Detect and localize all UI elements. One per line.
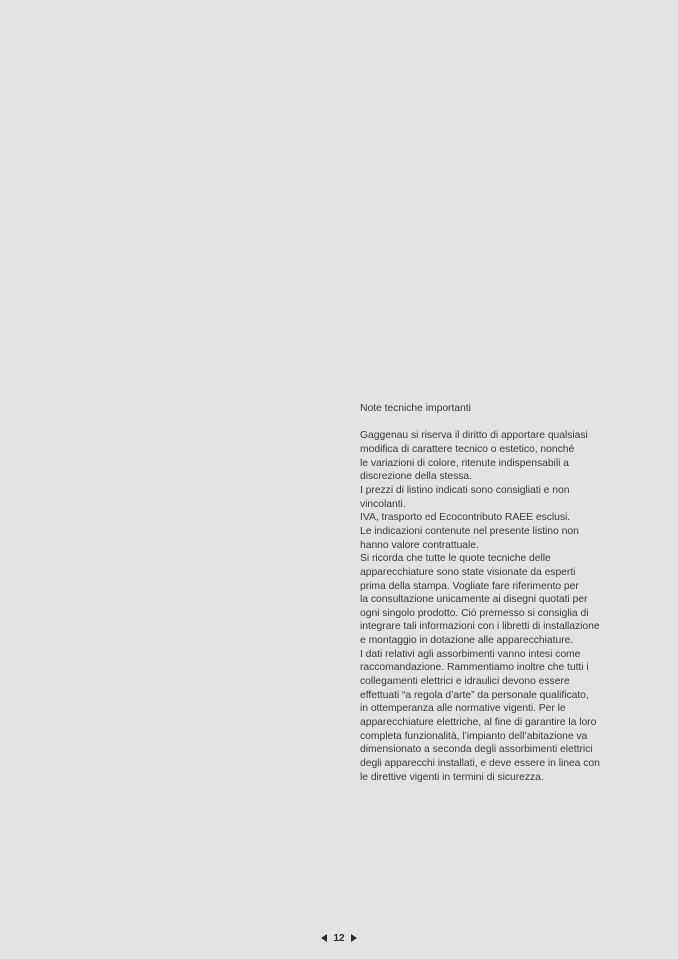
notes-line: integrare tali informazioni con i libretti di installazione <box>360 621 600 633</box>
notes-line: prima della stampa. Vogliate fare riferimento per <box>360 580 579 592</box>
notes-line: apparecchiature elettriche, al fine di garantire la loro <box>360 717 597 729</box>
notes-line: e montaggio in dotazione alle apparecchiature. <box>360 635 574 647</box>
notes-body <box>360 429 610 784</box>
notes-line: raccomandazione. Rammentiamo inoltre che tutti i <box>360 662 589 674</box>
triangle-left-icon[interactable] <box>321 934 327 942</box>
notes-line: Le indicazioni contenute nel presente listino non <box>360 525 579 537</box>
notes-line: effettuati “a regola d’arte” da personale qualificato, <box>360 689 589 701</box>
notes-line: completa funzionalità, l’impianto dell’abitazione va <box>360 730 588 742</box>
notes-line: I dati relativi agli assorbimenti vanno intesi come <box>360 648 581 660</box>
notes-line: in ottemperanza alle normative vigenti. Per le <box>360 703 566 715</box>
page-navigation <box>0 931 678 945</box>
notes-line: IVA, trasporto ed Ecocontributo RAEE esclusi. <box>360 512 571 524</box>
technical-notes <box>360 402 610 784</box>
notes-line: modifica di carattere tecnico o estetico, nonché <box>360 443 575 455</box>
triangle-right-icon[interactable] <box>351 934 357 942</box>
notes-line: I prezzi di listino indicati sono consigliati e non <box>360 484 570 496</box>
notes-line: hanno valore contrattuale. <box>360 539 479 551</box>
notes-line: dimensionato a seconda degli assorbimenti elettrici <box>360 744 593 756</box>
notes-line: degli apparecchi installati, e deve essere in linea con <box>360 758 600 770</box>
notes-line: le variazioni di colore, ritenute indispensabili a <box>360 457 569 469</box>
notes-line: Gaggenau si riserva il diritto di apportare qualsiasi <box>360 430 588 442</box>
notes-line: discrezione della stessa. <box>360 471 472 483</box>
notes-line: apparecchiature sono state visionate da esperti <box>360 566 576 578</box>
notes-line: la consultazione unicamente ai disegni quotati per <box>360 594 588 606</box>
notes-line: ogni singolo prodotto. Ciò premesso si consiglia di <box>360 607 589 619</box>
notes-title: Note tecniche importanti <box>360 403 471 414</box>
notes-line: Si ricorda che tutte le quote tecniche delle <box>360 553 551 565</box>
notes-line: vincolanti. <box>360 498 406 510</box>
page-number: 12 <box>333 932 345 944</box>
notes-line: le direttive vigenti in termini di sicurezza. <box>360 771 544 783</box>
notes-line: collegamenti elettrici e idraulici devono essere <box>360 676 570 688</box>
